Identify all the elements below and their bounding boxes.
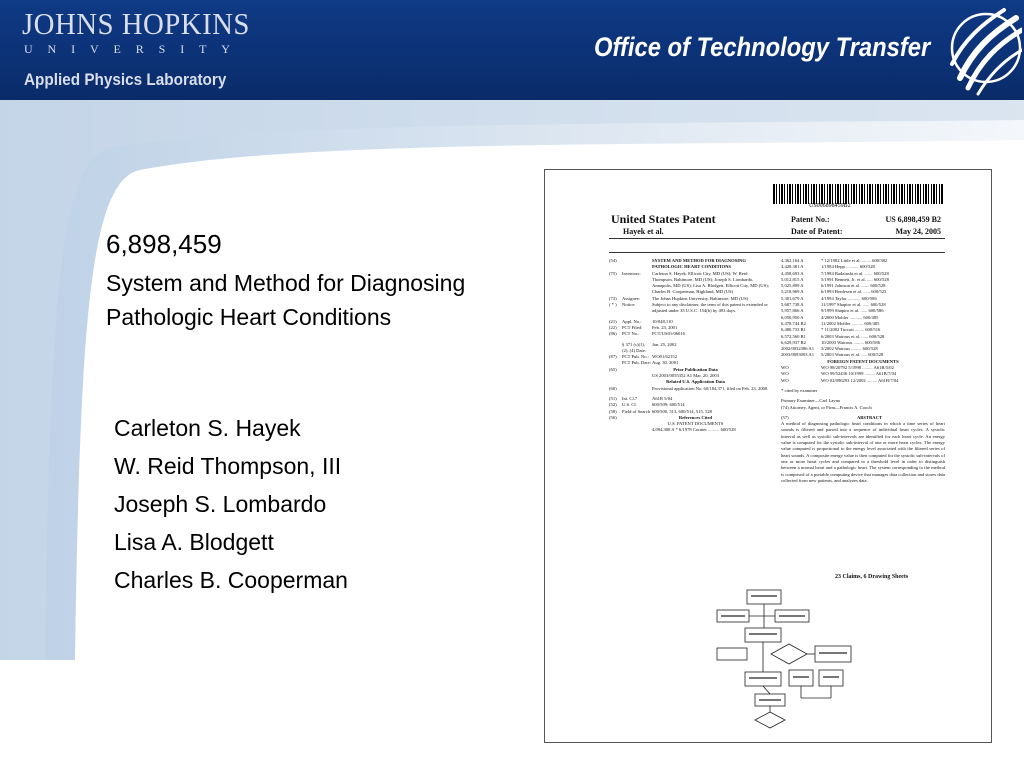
reference-number: 2003/0093003 A1: [781, 352, 815, 358]
bib-value: Carleton S. Hayek, Ellicott City, MD (US); W. Reid Thompson, Baltimore, MD (US); Joseph S. Lombardo, Annapolis, MD (US); Lisa A. Blodgett, Ellicott City, MD (US); Charles B. Cooperman, Highland, MD (US): [652, 270, 769, 295]
reference-number: 5,025,809 A: [781, 283, 804, 289]
header-rule: [609, 238, 945, 239]
bib-value: References Cited: [678, 414, 713, 420]
bib-code: (65): [609, 366, 617, 372]
examiner: Primary Examiner—Carl Layno: [781, 398, 841, 404]
inventor-name: Charles B. Cooperman: [114, 567, 348, 593]
bib-row: [609, 386, 769, 392]
patent-number: 6,898,459: [106, 229, 222, 259]
claims-line: 23 Claims, 6 Drawing Sheets: [835, 574, 909, 580]
reference-detail: 11/1997 Shapiro et al. ...... 600/528: [821, 302, 886, 308]
reference-number: 5,687,738 A: [781, 302, 804, 308]
university-letter: T: [199, 42, 207, 56]
university-letter: U: [24, 42, 33, 56]
reference-detail: 3/2002 Watrous ......... 600/528: [821, 346, 878, 352]
bib-value: Subject to any disclaimer, the term of this patent is extended or adjusted under 35 U.S.C. 154(b) by 493 days.: [652, 302, 768, 314]
foreign-country: WO: [781, 377, 789, 383]
foreign-detail: WO 98/20792 5/1998 ......... A61B/5/02: [821, 365, 894, 371]
abstract-code: (57): [781, 414, 789, 420]
reference-detail: * 11/2002 Turcott ........ 600/516: [821, 327, 881, 333]
abstract-text: A method of diagnosing pathologic heart conditions in which a time series of heart sounds is filtered and parsed into a sequence of individual heart cycles. A systolic interval as well as systolic sub-intervals are identified for each heart cycle. An energy value is computed for the systolic sub-interval of one or more heart cycles. The energy value computed is proportional to the energy level associated with the filtered series of heart sounds. A composite energy value is then computed for the systolic sub-intervals of one or more heart cycles and compared to a threshold level in order to distinguish between a normal heart and a pathologic heart. The system corresponding to the method is comprised of a portable computing device that manages data collection and stores data collected from new patients, and analyzes data.: [781, 421, 945, 483]
abstract-heading: ABSTRACT: [856, 414, 883, 420]
foreign-references: [781, 365, 945, 384]
reference-number: 2002/0032386 A1: [781, 346, 815, 352]
bib-value: 10/048,110: [652, 318, 673, 324]
foreign-detail: WO 02/096293 12/2002 ......... A61B/7/04: [821, 377, 899, 383]
reference-number: 6,050,950 A: [781, 314, 804, 320]
inventor-name: W. Reid Thompson, III: [114, 453, 342, 479]
bibliographic-column: [609, 258, 769, 434]
barcode-number: US006898459B2: [809, 203, 851, 209]
reference-detail: 1/1984 Hepp ........... 600/528: [821, 264, 875, 270]
bib-row: [609, 342, 769, 355]
reference-detail: 11/2002 Mohler .......... 600/485: [821, 320, 880, 326]
reference-detail: 6/1993 Bredesen et al. ...... 600/523: [821, 289, 887, 295]
inventor-name: Carleton S. Hayek: [114, 415, 301, 441]
bib-label: U.S. Cl.: [622, 402, 637, 408]
reference-detail: 6/1991 Johnson et al. ....... 600/528: [821, 283, 886, 289]
bib-code: (51): [609, 395, 617, 401]
us-references: [781, 258, 945, 359]
ott-swoosh-logo-icon: [942, 4, 1022, 96]
reference-number: 6,572,560 B1: [781, 333, 806, 339]
office-title: Office of Technology Transfer: [594, 32, 931, 62]
bib-label: [622, 427, 652, 433]
bib-row: [609, 271, 769, 296]
attorney: (74) Attorney, Agent, or Firm—Francis A. Cooch: [781, 404, 872, 410]
bib-code: (87): [609, 354, 617, 360]
bib-value: U.S. PATENT DOCUMENTS: [667, 421, 724, 427]
reference-detail: 4/1994 Taylor ........... 600/586: [821, 295, 877, 301]
reference-number: 6,480,733 B1: [781, 327, 806, 333]
university-letter: R: [135, 42, 144, 56]
inventor-name: Joseph S. Lombardo: [114, 491, 327, 517]
bib-code: (52): [609, 402, 617, 408]
bib-code: (56): [609, 414, 617, 420]
bib-code: (58): [609, 408, 617, 414]
bib-label: Assignee:: [622, 295, 641, 301]
bib-code: (60): [609, 385, 617, 391]
reference-detail: 5/1991 Bennett, Jr. et al. ..... 600/528: [821, 276, 889, 282]
reference-detail: 5/2003 Watrous et al. ..... 600/528: [821, 352, 884, 358]
patent-header-info: [791, 215, 941, 239]
reference-detail: 9/1999 Shapiro et al. ...... 600/586: [821, 308, 884, 314]
bib-code: (75): [609, 270, 617, 276]
lab-name: Applied Physics Laboratory: [24, 70, 227, 89]
date-label: Date of Patent:: [791, 227, 843, 236]
bib-value: 600/509; 600/514: [652, 402, 685, 408]
bib-row: [609, 427, 769, 433]
reference-number: 5,012,815 A: [781, 276, 804, 282]
bib-label: [622, 258, 652, 271]
bib-code: [609, 342, 622, 355]
reference-number: 5,218,969 A: [781, 289, 804, 295]
reference-number: 4,428,381 A: [781, 264, 804, 270]
bib-label: Appl. No.:: [622, 318, 642, 324]
bib-row: [609, 258, 769, 271]
bib-value: 4,094,308 A * 6/1978 Cornier .......... 600/528: [652, 427, 736, 433]
patent-no-value: US 6,898,459 B2: [885, 215, 941, 224]
bib-code: (73): [609, 295, 617, 301]
reference-number: 4,362,164 A: [781, 258, 804, 263]
bib-label: PCT Pub. Date:: [622, 360, 651, 366]
header-banner: [0, 0, 1024, 100]
reference-number: 5,957,866 A: [781, 308, 804, 314]
reference-detail: 10/2003 Watrous ......... 600/586: [821, 339, 881, 345]
cited-note: * cited by examiner: [781, 387, 818, 393]
foreign-heading: FOREIGN PATENT DOCUMENTS: [827, 358, 899, 364]
patent-title: System and Method for Diagnosing Pathologic Heart Conditions: [106, 270, 466, 330]
reference-number: 4,458,693 A: [781, 270, 804, 276]
reference-detail: 6/2003 Watrous et al. ...... 600/528: [821, 333, 885, 339]
university-letter: S: [158, 42, 166, 56]
foreign-detail: WO 99/52436 10/1999 ......... A61B/7/04: [821, 371, 897, 377]
bib-code: (21): [609, 318, 617, 324]
bib-value: Related U.S. Application Data: [666, 379, 725, 385]
reference-number: 6,478,744 B2: [781, 320, 806, 326]
bib-value: WO01/62152: [652, 354, 678, 360]
inventor-name: Lisa A. Blodgett: [114, 529, 274, 555]
inventor-short: Hayek et al.: [623, 227, 664, 236]
header-rule: [609, 252, 945, 253]
bib-value: SYSTEM AND METHOD FOR DIAGNOSING PATHOLOGIC HEART CONDITIONS: [652, 258, 746, 270]
patent-no-label: Patent No.:: [791, 215, 830, 224]
university-word: [24, 42, 230, 57]
date-value: May 24, 2005: [895, 227, 941, 236]
bib-row: [609, 331, 769, 337]
university-letter: E: [113, 42, 121, 56]
bib-code: (54): [609, 258, 617, 263]
university-letter: N: [47, 42, 57, 56]
bib-value: The Johns Hopkins University, Baltimore, MD (US): [652, 295, 749, 301]
flowchart-drawing: [715, 588, 865, 738]
bib-label: [622, 386, 652, 392]
bib-label: Int. Cl.7: [622, 395, 638, 401]
bib-value: A61B 5/04: [652, 395, 673, 401]
reference-detail: * 12/1982 Little et al. ........ 600/382: [821, 258, 888, 263]
bib-code: (86): [609, 331, 617, 337]
bib-label: PCT Pub. No.:: [622, 354, 649, 360]
bib-label: PCT Filed:: [622, 324, 643, 330]
references-column: [781, 258, 945, 484]
bib-value: Feb. 23, 2001: [652, 324, 678, 330]
bib-row: [609, 302, 769, 315]
document-type: United States Patent: [611, 212, 716, 226]
bib-label: Notice:: [622, 302, 636, 308]
bib-label: PCT No.:: [622, 331, 640, 337]
bib-value: Jan. 25, 2002: [652, 341, 677, 347]
bib-value: US 2003/0055352 A1 Mar. 20, 2003: [652, 373, 719, 379]
inventor-list: [114, 409, 348, 599]
bib-value: Prior Publication Data: [673, 366, 718, 372]
barcode: [773, 184, 943, 204]
university-letter: I: [180, 42, 185, 56]
bib-value: Provisional application No. 60/184,371, filed on Feb. 23, 2000.: [652, 385, 769, 391]
reference-number: 5,301,679 A: [781, 295, 804, 301]
bib-value: Aug. 30, 2001: [652, 360, 679, 366]
university-letter: Y: [221, 42, 230, 56]
university-name: JOHNS HOPKINS: [22, 6, 250, 41]
bib-value: PCT/US01/06016: [652, 331, 685, 337]
bib-code: [609, 427, 622, 433]
university-letter: I: [71, 42, 76, 56]
foreign-country: WO: [781, 365, 789, 371]
bib-value: 600/500, 513, 600/514, 515, 528: [652, 408, 712, 414]
foreign-country: WO: [781, 371, 789, 377]
bib-code: (22): [609, 324, 617, 330]
reference-number: 6,629,937 B2: [781, 339, 806, 345]
bib-code: ( * ): [609, 302, 617, 308]
bib-label: Inventors:: [622, 270, 641, 276]
patent-document: [544, 169, 992, 743]
university-letter: V: [89, 42, 99, 56]
bib-label: Field of Search: [622, 408, 651, 414]
bib-label: § 371 (c)(1), (2), (4) Date:: [622, 341, 647, 353]
reference-detail: 7/1984 Badzinski et al. ....... 600/528: [821, 270, 889, 276]
reference-detail: 4/2000 Mohler ........... 600/485: [821, 314, 879, 320]
